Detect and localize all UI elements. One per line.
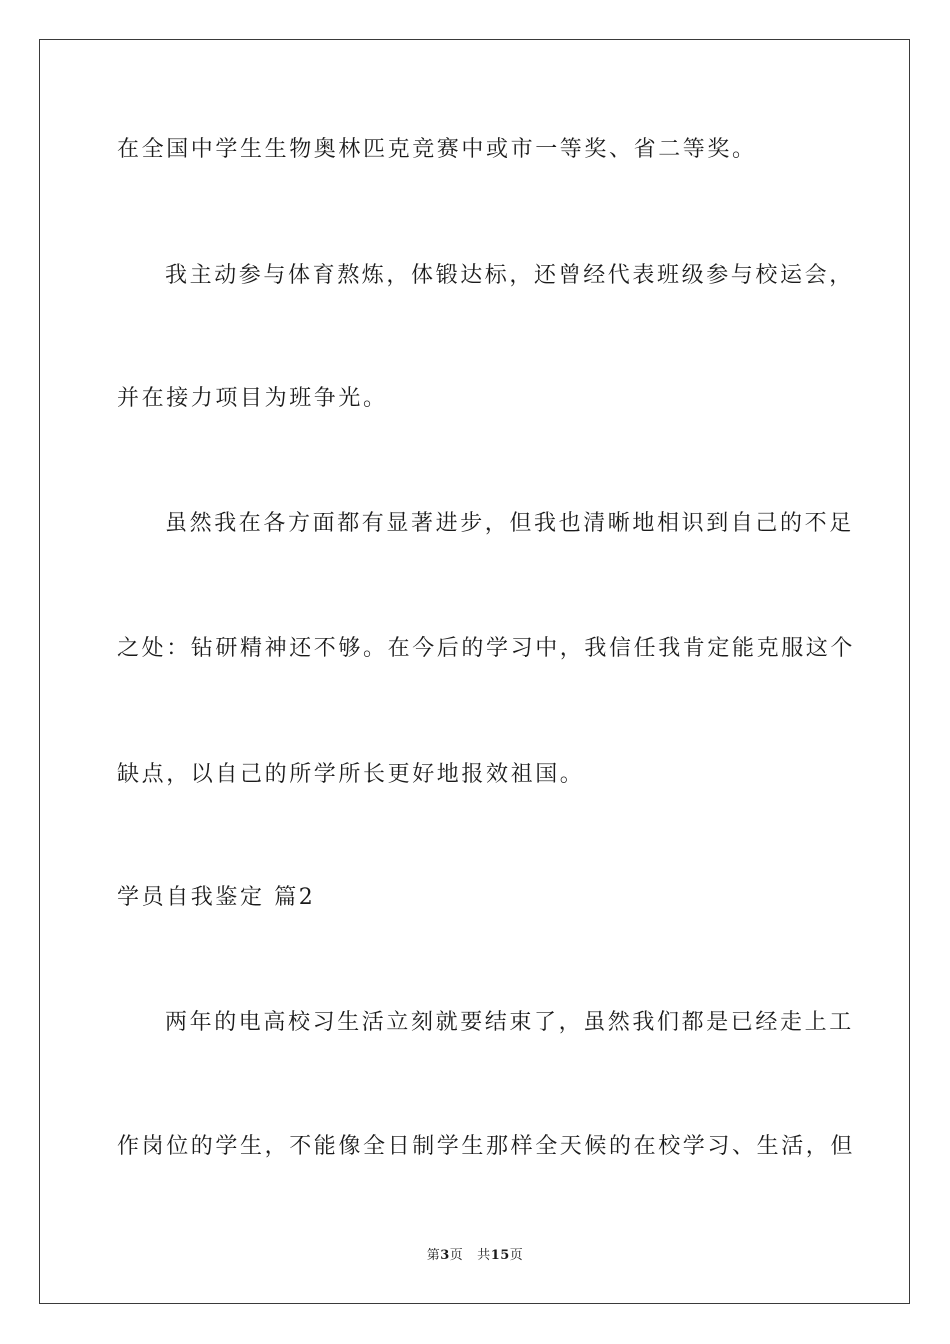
page-suffix: 页 xyxy=(449,1248,464,1263)
total-pages: 15 xyxy=(490,1248,510,1263)
text-line-4: 虽然我在各方面都有显著进步，但我也清晰地相识到自己的不足 xyxy=(165,511,854,536)
total-suffix: 页 xyxy=(509,1248,524,1263)
text-line-9: 作岗位的学生，不能像全日制学生那样全天候的在校学习、生活，但 xyxy=(117,1134,856,1159)
text-line-1: 在全国中学生生物奥林匹克竞赛中或市一等奖、省二等奖。 xyxy=(117,137,757,162)
text-line-6: 缺点，以自己的所学所长更好地报效祖国。 xyxy=(117,762,585,787)
text-line-8: 两年的电高校习生活立刻就要结束了，虽然我们都是已经走上工 xyxy=(165,1010,854,1035)
total-prefix: 共 xyxy=(477,1248,491,1263)
page-prefix: 第 xyxy=(426,1248,441,1263)
text-line-2: 我主动参与体育熬炼，体锻达标，还曾经代表班级参与校运会， xyxy=(165,263,854,288)
page-footer xyxy=(0,1247,950,1265)
page-border xyxy=(39,39,910,1304)
section-heading: 学员自我鉴定 篇2 xyxy=(117,885,316,910)
text-line-3: 并在接力项目为班争光。 xyxy=(117,386,388,411)
page-number: 3 xyxy=(440,1248,450,1263)
text-line-5: 之处：钻研精神还不够。在今后的学习中，我信任我肯定能克服这个 xyxy=(117,636,856,661)
